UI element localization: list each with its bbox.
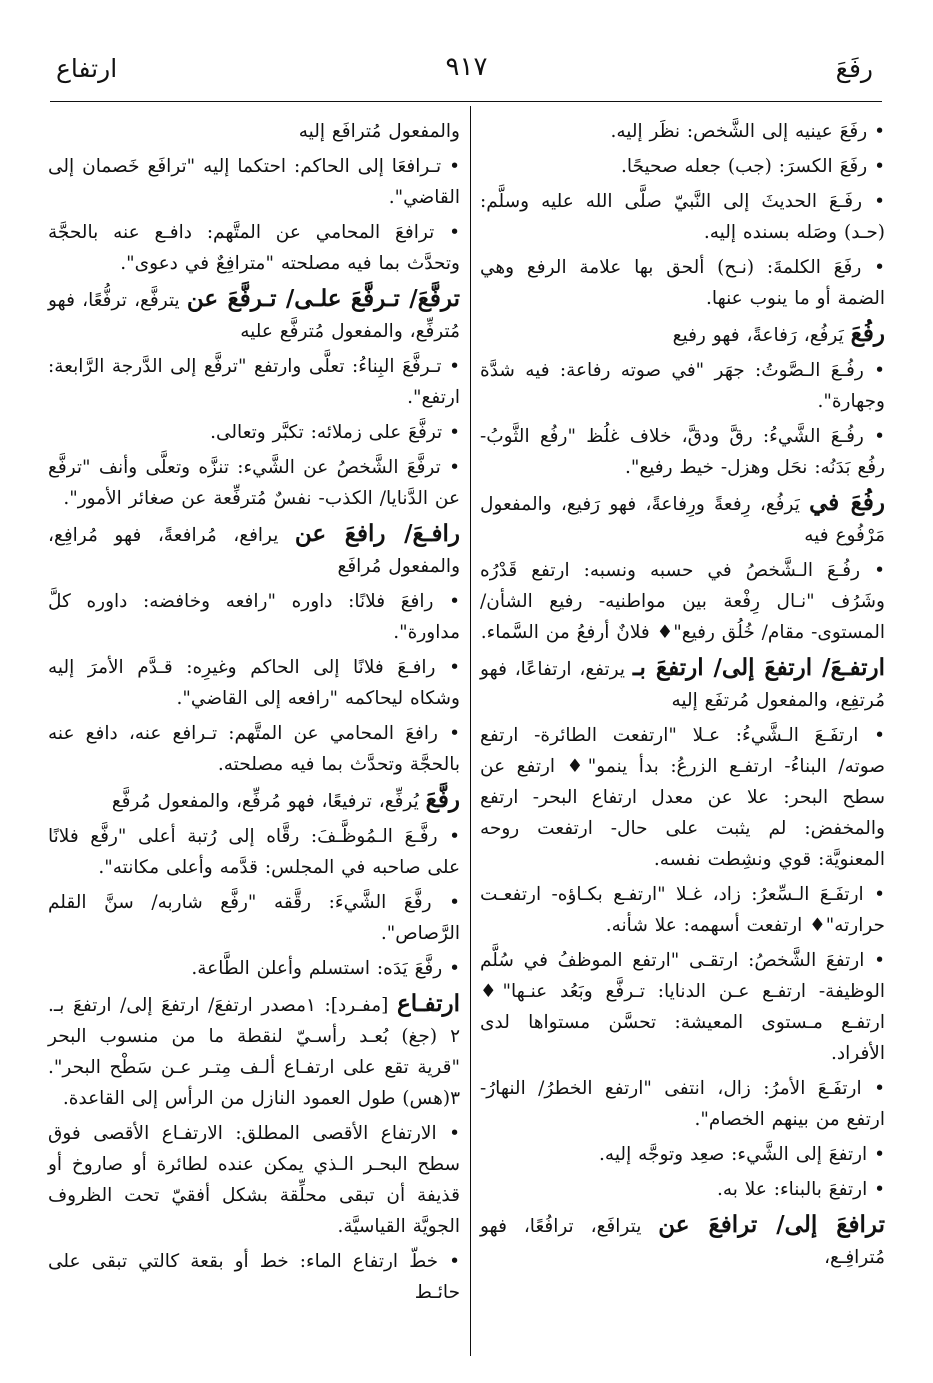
sense-entry — [480, 879, 885, 941]
sense-entry — [480, 555, 885, 648]
entry-text: يَرفُع، رَفاعةً، فهو رفيع — [672, 325, 851, 346]
sense-entry — [48, 1118, 460, 1242]
entry-text: يُرفِّع، ترفيعًا، فهو مُرفِّع، والمفعول مُرفَّع — [111, 791, 426, 812]
entry-text: • رافعَ فلانًا: داوره "رافعه وخافضه: داوره كلَّ مداورة". — [48, 591, 460, 643]
entry-text: • الارتفاع الأقصى المطلق: الارتفـاع الأقصى فوق سطح البحـر الـذي يمكن عنده لطائرة أو صاروخ أو قذيفة أن تبقى محلِّقة بشكل أفقيّ تحت الظروف الجويَّة القياسيَّة. — [48, 1123, 460, 1237]
entry-text: • رفُـعَ الشَّيءُ: رقَّ ودقَّ، خلاف غلُظ "رفُع الثَّوبُ- رفُع بَدَنُه: نحَل وهزل- خيط رفيع". — [480, 426, 885, 478]
entry-text: يترفَّع، ترفُّعًا، فهو مُترفِّع، والمفعول مُترفَّع عليه — [48, 290, 460, 342]
headword-entry — [48, 283, 460, 347]
headword-entry — [48, 518, 460, 582]
sense-entry — [48, 351, 460, 413]
headword-entry — [480, 318, 885, 351]
sense-entry — [48, 452, 460, 514]
sense-entry — [48, 116, 460, 147]
headword-entry — [48, 988, 460, 1114]
entry-text: • تـرفَّعَ البِناءُ: تعلَّى وارتفع "ترفَّع إلى الدَّرجة الرَّابعة: ارتفع". — [48, 356, 460, 408]
sense-entry — [480, 1073, 885, 1135]
sense-entry — [480, 355, 885, 417]
page-number: ٩١٧ — [445, 52, 488, 82]
headword-entry — [48, 784, 460, 817]
column-divider — [470, 106, 471, 1356]
sense-entry — [480, 1174, 885, 1205]
sense-entry — [480, 1139, 885, 1170]
sense-entry — [48, 217, 460, 279]
entry-text: • رفَّعَ يَدَه: استسلم وأعلن الطَّاعة. — [191, 958, 460, 979]
sense-entry — [48, 887, 460, 949]
entry-text: • ارتفعَ الشَّخصُ: ارتقـى "ارتفع الموظفُ في سُلَّم الوظيفة- ارتفـع عـن الدنايا: تـرفَّع وبَعُد عنـها"♦ ارتفـع مـستوى المعيشة: تحسَّن مستواها لدى الأفراد. — [480, 950, 885, 1064]
headword: ارتفـعَ/ ارتفعَ إلى/ ارتفعَ بـ — [632, 654, 885, 681]
entry-text: • رافـعَ فلانًا إلى الحاكم وغيرِه: قـدَّم الأمرَ إليه وشكاه ليحاكمه "رافعه إلى القاضي". — [48, 657, 460, 709]
entry-text: • ترافعَ المحامي عن المتَّهم: دافـع عنه بالحجَّة وتحدَّث بما فيه مصلحته "مترافِعٌ في دعوى". — [48, 222, 460, 274]
entry-text: يترافَع، ترافُعًا، فهو مُترافِـع، — [480, 1216, 885, 1268]
sense-entry — [48, 718, 460, 780]
sense-entry — [480, 252, 885, 314]
entry-text: • رفُـعَ الـصَّوتُ: جهَر "في صوته رفاعة: فيه شدَّة وجهارة". — [480, 360, 885, 412]
headword: رفَّعَ — [425, 786, 460, 813]
headword-entry — [480, 652, 885, 716]
sense-entry — [480, 421, 885, 483]
entry-text: • ارتفَـعَ الـشَّيءُ: عـلا "ارتفعت الطائرة- ارتفع صوته/ البناءُ- ارتفـع الزرعُ: بدأ ينمو"♦ ارتفع عن سطح البحر: علا عن معدل ارتفاع البحر- ارتفع والمخفض: لم يثبت على حال- ارتفعت روحه المعنويَّة: قوي ونشِطت نفسه. — [480, 725, 885, 870]
sense-entry — [48, 1246, 460, 1308]
sense-entry — [48, 953, 460, 984]
headword: رافـعَ/ رافعَ عن — [294, 520, 460, 547]
left-column — [48, 116, 460, 1312]
headword: ترفَّعَ/ تـرفَّعَ علـى/ تـرفَّعَ عن — [186, 285, 460, 312]
header-guide-word-right: رفَعَ — [835, 54, 873, 83]
entry-text: • ارتفعَ إلى الشَّيء: صعِد وتوجَّه إليه. — [599, 1144, 885, 1165]
sense-entry — [48, 151, 460, 213]
sense-entry — [480, 186, 885, 248]
headword: رفُعَ — [850, 320, 885, 347]
entry-text: والمفعول مُترافَع إليه — [298, 121, 460, 142]
sense-entry — [48, 652, 460, 714]
right-column — [480, 116, 885, 1277]
sense-entry — [480, 720, 885, 875]
sense-entry — [480, 116, 885, 147]
entry-text: • خطّ ارتفاع الماء: خط أو بقعة كالتي تبقى على حائـط — [48, 1251, 460, 1303]
headword: ارتفـاع — [396, 990, 460, 1017]
entry-text: • رافعَ المحامي عن المتَّهم: تـرافع عنه، دافع عنه بالحجَّة وتحدَّث بما فيه مصلحته. — [48, 723, 460, 775]
sense-entry — [480, 151, 885, 182]
entry-text: [مفـرد]: ١مصدر ارتفعَ/ ارتفعَ إلى/ ارتفعَ بـ. ٢ (جغ) بُعـد رأسـيّ لنقطة ما من منسوب البحر "قرية تقع على ارتفـاع ألـف مِتـر عـن سَطْح البحر". ٣(هس) طول العمود النازل من الرأس إلى القاعدة. — [48, 995, 460, 1109]
sense-entry — [480, 945, 885, 1069]
entry-text: • ارتفعَ بالبناء: علا به. — [716, 1179, 885, 1200]
entry-text: • رفَـعَ الحديثَ إلى النَّبيّ صلَّى الله عليه وسلَّم: (حـد) وصَله بسنده إليه. — [480, 191, 885, 243]
entry-text: • ترفَّعَ الشَّخصُ عن الشَّيء: تنزَّه وتعلَّى وأنف "ترفَّع عن الدَّنايا/ الكذب- نفسٌ مُترفِّعة عن صغائر الأمور". — [48, 457, 460, 509]
entry-text: • رفَعَ الكلمةَ: (نـح) ألحق بها علامة الرفع وهي الضمة أو ما ينوب عنها. — [480, 257, 885, 309]
headword-entry — [480, 487, 885, 551]
entry-text: • ترفَّعَ على زملائه: تكبَّر وتعالى. — [210, 422, 460, 443]
entry-text: • رفَعَ عينيه إلى الشَّخص: نظَر إليه. — [610, 121, 885, 142]
entry-text: • ارتفَـعَ الـسِّعرُ: زاد، غـلا "ارتفـع بكـاؤه- ارتفعـت حرارته"♦ ارتفعت أسهمه: علا شأنه. — [480, 884, 885, 936]
header-rule — [50, 101, 882, 102]
entry-text: • تـرافعَا إلى الحاكم: احتكما إليه "ترافَع خَصمان إلى القاضي". — [48, 156, 460, 208]
headword: رفُعَ في — [809, 489, 885, 516]
headword-entry — [480, 1209, 885, 1273]
entry-text: • رفُـعَ الـشَّخصُ في حسبه ونسبه: ارتفع قَدْرُه وشَرُف "نـال رِفْعة بين مواطنيه- رفيع الشأن/ المستوى- مقام/ خُلُق رفيع"♦ فلانٌ أرفعُ من السَّماء. — [480, 560, 885, 643]
entry-text: • ارتفَـعَ الأمرُ: زال، انتفى "ارتفع الخطرُ/ النهارُ- ارتفع من بينهم الخصام". — [480, 1078, 885, 1130]
sense-entry — [48, 821, 460, 883]
entry-text: • رفَّـعَ الـمُوظَّـفَ: رقَّاه إلى رُتبة أعلى "رفَّع فلانًا على صاحبه في المجلس: قدَّمه وأعلى مكانته". — [48, 826, 460, 878]
entry-text: يرتفع، ارتفاعًا، فهو مُرتفِع، والمفعول مُرتفَع إليه — [480, 659, 885, 711]
entry-text: • رفَعَ الكسرَ: (جب) جعله صحيحًا. — [620, 156, 885, 177]
entry-text: • رفَّعَ الشَّيءَ: رقَّقه "رفَّع شاربه/ سنَّ القلم الرَّصاص". — [48, 892, 460, 944]
sense-entry — [48, 417, 460, 448]
header-guide-word-left: ارتفاع — [56, 54, 118, 83]
headword: ترافعَ إلى/ ترافعَ عن — [658, 1211, 885, 1238]
entry-text: يرافع، مُرافعةً، فهو مُرافِع، والمفعول مُرافَع — [48, 525, 460, 577]
entry-text: يَرفُع، رِفعةً ورِفاعةً، فهو رَفيع، والمفعول مَرْفُوع فيه — [480, 494, 885, 546]
sense-entry — [48, 586, 460, 648]
